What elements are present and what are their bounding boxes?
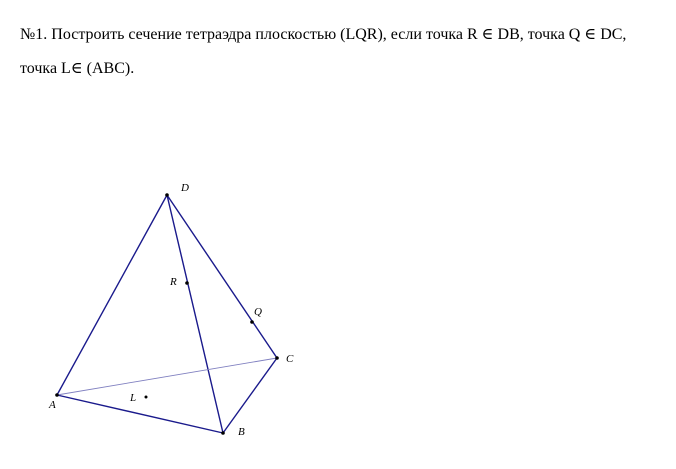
label-D: D xyxy=(181,182,189,194)
point-D xyxy=(165,193,169,197)
edge-AB xyxy=(57,395,223,433)
point-L xyxy=(145,396,148,399)
point-C xyxy=(275,356,279,360)
label-C: C xyxy=(286,353,294,365)
point-Q xyxy=(250,320,254,324)
problem-line-1: №1. Построить сечение тетраэдра плоскостью (LQR), если точка R ∈ DB, точка Q ∈ DC, xyxy=(20,26,627,43)
label-Q: Q xyxy=(254,306,262,318)
label-A: A xyxy=(49,399,56,411)
point-R xyxy=(185,281,189,285)
problem-line-2: точка L∈ (ABC). xyxy=(20,60,135,77)
label-R: R xyxy=(170,276,177,288)
point-A xyxy=(55,393,59,397)
edge-DA xyxy=(57,195,167,395)
label-B: B xyxy=(238,426,245,438)
edge-AC xyxy=(57,358,277,395)
label-L: L xyxy=(130,392,137,404)
point-B xyxy=(221,431,225,435)
edge-BC xyxy=(223,358,277,433)
edge-DB xyxy=(167,195,223,433)
edge-DC xyxy=(167,195,277,358)
